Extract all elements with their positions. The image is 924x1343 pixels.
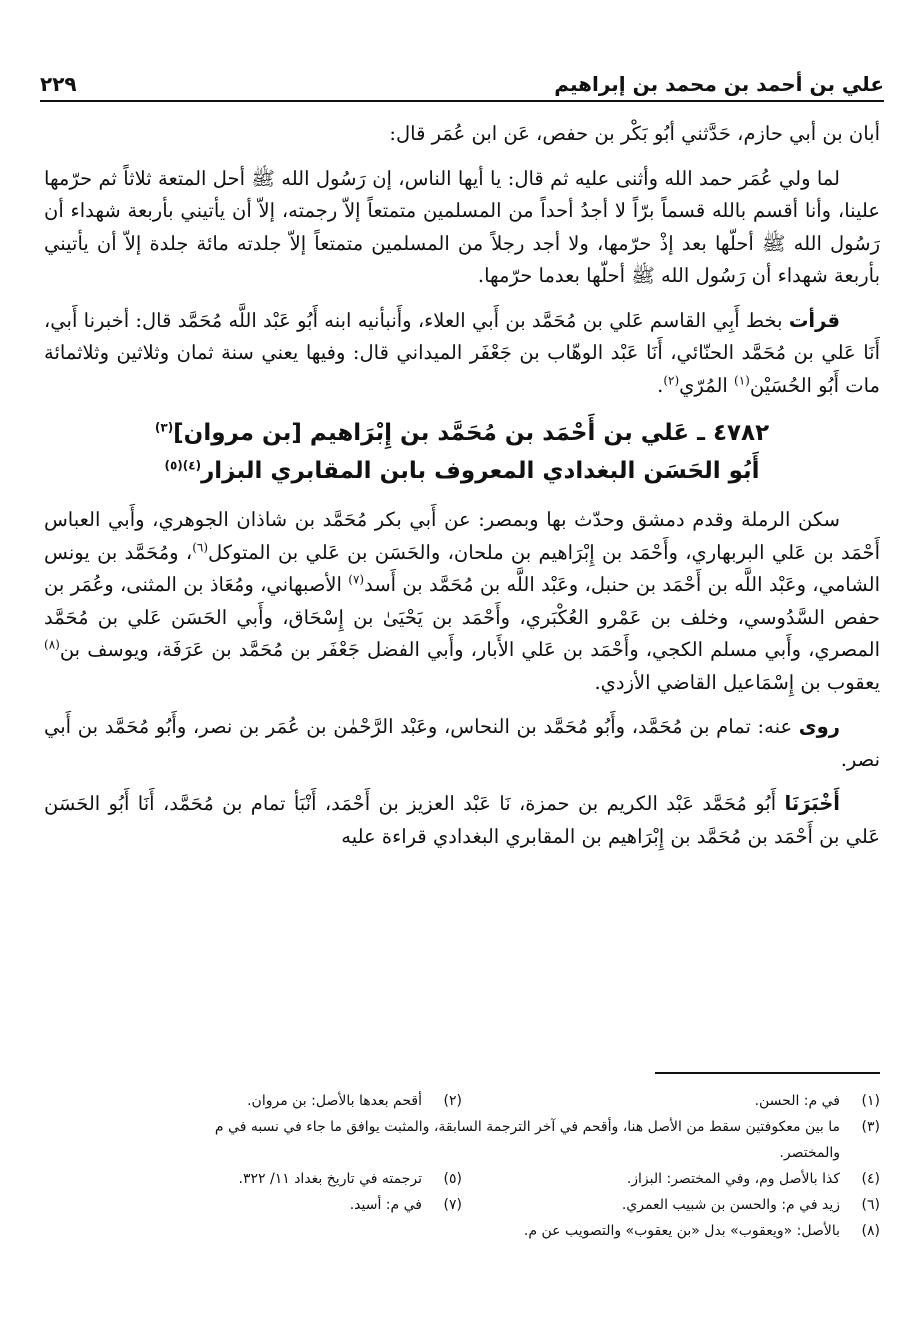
entry-heading-line [44, 452, 880, 490]
footnote-number: (٧) [443, 1197, 462, 1213]
entry-heading-text: أَبُو الحَسَن البغدادي المعروف بابن المقابري البزار [201, 458, 760, 484]
paragraph-text: عنه: تمام بن مُحَمَّد، وأَبُو مُحَمَّد بن النحاس، وعَبْد الرَّحْمٰن بن عُمَر بن نصر، وأَبُو مُحَمَّد بن أَبي نصر. [44, 715, 880, 771]
footnote-text: ما بين معكوفتين سقط من الأصل هنا، وأقحم في آخر الترجمة السابقة، والمثبت يوافق ما جاء في نسبه في م [214, 1119, 840, 1135]
footnote-text: أقحم بعدها بالأصل: بن مروان. [247, 1093, 422, 1109]
footnote-row [44, 1114, 880, 1140]
footnote-number: (٥) [443, 1171, 462, 1187]
footnote-ref: (٦) [192, 540, 209, 554]
paragraph-text: أَبُو مُحَمَّد عَبْد الكريم بن حمزة، نَا عَبْد العزيز بن أَحْمَد، أَنْبَأ تمام بن مُحَمَّد، أَنَا أَبُو الحَسَن عَلي بن أَحْمَد بن مُحَمَّد بن إِبْرَاهيم بن المقابري البغدادي قراءة عليه [44, 792, 880, 848]
paragraph-hadith [44, 163, 880, 293]
footnote-number: (١) [861, 1093, 880, 1109]
footnote [44, 1088, 462, 1114]
paragraph-isnad [44, 118, 880, 151]
paragraph-text: سكن الرملة وقدم دمشق وحدّث بها وبمصر: عن أَبي بكر مُحَمَّد بن شاذان الجوهري، وأَبي العباس أَحْمَد بن عَلي البربهاري، وأَحْمَد بن إِبْرَاهيم بن ملحان، والحَسَن بن عَلي بن المتوكل [44, 508, 880, 564]
footnote [462, 1192, 880, 1218]
paragraph-text: بخط أَبِي القاسم عَلي بن مُحَمَّد بن أَبي العلاء، وأَنبأنيه ابنه أَبُو عَبْد اللَّه مُحَمَّد قال: أخبرنا أَبي، أَنَا عَلي بن مُحَمَّد الحنّائي، أَنَا عَبْد الوهّاب بن جَعْفَر الميداني قال: وفيها يعني سنة ثمان وثلاثين وثلاثمائة مات أَبُو الحُسَيْن [44, 308, 880, 397]
footnote-number: (٨) [861, 1223, 880, 1239]
footnote-text: بالأصل: «ويعقوب» بدل «بن يعقوب» والتصويب عن م. [523, 1223, 840, 1239]
lead-word: روى [798, 715, 840, 738]
paragraph-text: المُرّي [679, 373, 728, 397]
page-number: ٢٢٩ [40, 72, 77, 96]
paragraph-chain [44, 788, 880, 853]
footnote [462, 1088, 880, 1114]
footnote-ref: (١) [734, 373, 750, 387]
paragraph-text: ، ومُحَمَّد بن يونس الشامي، وعَبْد اللَّه بن أَحْمَد بن حنبل، وعَبْد اللَّه بن مُحَمَّد بن أَسد [44, 540, 880, 596]
entry-heading-line [44, 414, 880, 452]
footnote-row [44, 1166, 880, 1192]
footnote [44, 1166, 462, 1192]
footnote-row [44, 1192, 880, 1218]
entry-heading-text: ٤٧٨٢ ـ عَلي بن أَحْمَد بن مُحَمَّد بن إِبْرَاهيم [بن مروان] [173, 420, 770, 446]
paragraph-text: أبان بن أبي حازم، حَدَّثني أبُو بَكْر بن حفص، عَن ابن عُمَر قال: [389, 122, 880, 145]
footnote-number: (٤) [861, 1171, 880, 1187]
footnote-ref: (٢) [663, 373, 680, 387]
footnote [524, 1218, 880, 1244]
footnote-text: في م: أسيد. [349, 1197, 422, 1213]
footnote-divider [655, 1072, 880, 1074]
paragraph-text: الأصبهاني، ومُعَاذ بن المثنى، وعُمَر بن حفص السَّدُوسي، وخلف بن عَمْرو العُكْبَري، وأَحْمَد بن يَحْيَىٰ بن إِسْحَاق، وأَبي الحَسَن عَلي بن مُحَمَّد المصري، وأَبي مسلم الكجي، وأَحْمَد بن عَلي الأَبار، وأَبي الفضل جَعْفَر بن مُحَمَّد بن عَرَفَة، ويوسف بن [44, 573, 880, 661]
paragraph-text: لما ولي عُمَر حمد الله وأثنى عليه ثم قال: يا أيها الناس، إن رَسُول الله ﷺ أحل المتعة ثلاثاً ثم حرّمها علينا، وأنا أقسم بالله قسماً برّاً لا أجدُ أحداً من المسلمين متمتعاً إلاّ رجمته، إلاّ أن يأتيني بأربعة شهداء أن رَسُول الله ﷺ أحلّها بعد إذْ حرّمها، ولا أجد رجلاً من المسلمين متمتعاً إلاّ جلدته مائة جلدة إلاّ أن يأتيني بأربعة شهداء أن رَسُول الله ﷺ أحلّها بعدما حرّمها. [44, 166, 880, 287]
footnote-ref: (٤)(٥) [164, 458, 202, 473]
footnote-row [44, 1088, 880, 1114]
footnote [462, 1166, 880, 1192]
footnote-text: زيد في م: والحسن بن شبيب العمري. [621, 1197, 840, 1213]
footnote-row [44, 1218, 880, 1244]
footnote-number: (٣) [861, 1119, 880, 1135]
paragraph-text: . [657, 373, 664, 397]
footnote-ref: (٧) [348, 572, 365, 587]
paragraph-text: يعقوب بن إِسْمَاعيل القاضي الأزدي. [594, 670, 880, 694]
footnote-text: والمختصر. [779, 1145, 840, 1161]
footnote-text: في م: الحسن. [754, 1093, 840, 1109]
paragraph-biography [44, 504, 880, 699]
main-text [44, 118, 880, 865]
paragraph-narrators [44, 711, 880, 776]
footnote-ref: (٨) [44, 637, 60, 652]
lead-word: أَخْبَرَنَا [784, 792, 840, 815]
footnote [44, 1192, 462, 1218]
footnote [215, 1114, 880, 1140]
footnote-ref: (٣) [154, 420, 174, 435]
footnote-number: (٦) [861, 1197, 880, 1213]
running-head [40, 56, 884, 102]
entry-heading [44, 414, 880, 490]
lead-word: قرأت [788, 308, 840, 332]
footnote-text: كذا بالأصل وم، وفي المختصر: البزاز. [626, 1171, 840, 1187]
paragraph-death-note [44, 305, 880, 403]
footnote-continuation [44, 1140, 880, 1166]
running-title: علي بن أحمد بن محمد بن إبراهيم [554, 72, 884, 96]
footnote-text: ترجمته في تاريخ بغداد ١١/ ٣٢٢. [238, 1171, 422, 1187]
footnotes [44, 1088, 880, 1244]
footnote-number: (٢) [443, 1093, 462, 1109]
